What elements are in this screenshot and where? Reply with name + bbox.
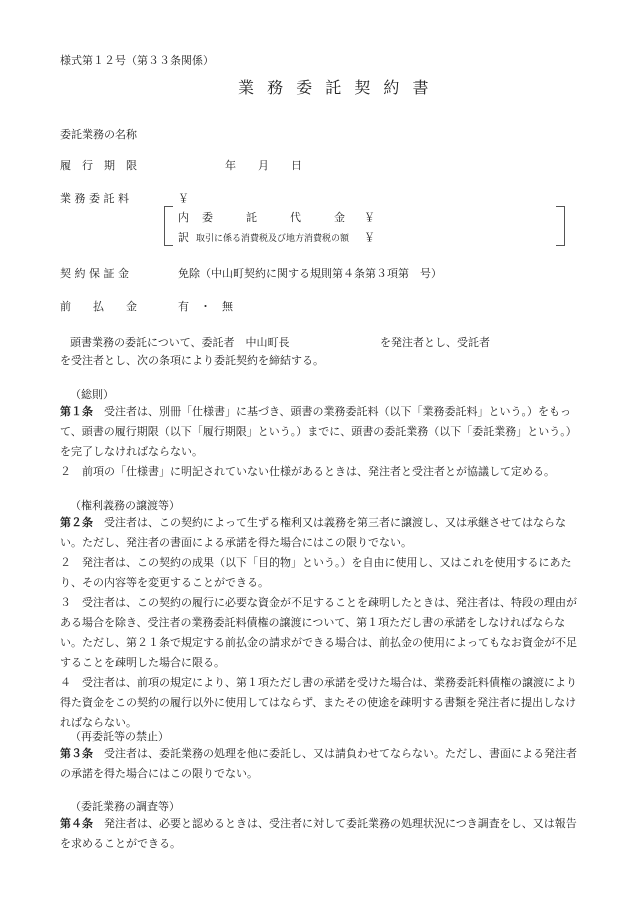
contract-name-label: 委託業務の名称	[60, 128, 137, 141]
article-1-para-2: ２ 前項の「仕様書」に明記されていない仕様があるときは、発注者と受注者とが協議して定める。	[60, 465, 555, 478]
bracket-right	[556, 206, 565, 246]
article-2-para-3: ３ 受注者は、この契約の履行に必要な資金が不足することを疎明したときは、発注者は、特段の理由がある場合を除き、受注者の業務委託料債権の譲渡について、第１項ただし書の承諾をしなければならない。ただし、第２１条で規定する前払金の請求ができる場合は、前払金の使用によってもなお資金が不足することを疎明した場合に限る。	[60, 596, 577, 669]
article-text: 発注者は、必要と認めるときは、受注者に対して委託業務の処理状況につき調査をし、又は報告を求めることができる。	[60, 817, 577, 850]
article-2-para-2: ２ 発注者は、この契約の成果（以下「目的物」という。）を自由に使用し、又はこれを使用するにあたり、その内容等を変更することができる。	[60, 556, 572, 589]
article-number: 第１条	[60, 405, 93, 418]
fee-label: 業 務 委 託 料	[60, 192, 129, 205]
period-year: 年	[225, 159, 236, 172]
bracket-left	[164, 206, 173, 246]
article-text: 受注者は、この契約によって生ずる権利又は義務を第三者に譲渡し、又は承継させてはならない。ただし、発注者の書面による承諾を得た場合にはこの限りでない。	[60, 516, 566, 549]
fee-yen: ￥	[178, 192, 189, 205]
article-heading: （総則）	[70, 388, 114, 401]
breakdown-tax-label: 取引に係る消費税及び地方消費税の額	[196, 234, 350, 244]
breakdown-uchi: 内	[178, 211, 189, 224]
intro-line1b: を発注者とし、受託者	[380, 336, 490, 349]
advance-label: 前 払 金	[60, 300, 137, 313]
deposit-label: 契 約 保 証 金	[60, 267, 129, 280]
breakdown-wake: 訳	[178, 231, 189, 244]
intro-line1a: 頭書業務の委託について、委託者 中山町長	[70, 336, 290, 349]
breakdown-amount-yen: ￥	[364, 211, 375, 224]
form-number: 様式第１２号（第３３条関係）	[60, 54, 214, 67]
article-heading: （再委託等の禁止）	[70, 730, 169, 743]
article-4	[60, 814, 580, 854]
article-heading: （委託業務の調査等）	[70, 800, 180, 813]
period-month: 月	[258, 159, 269, 172]
article-1	[60, 402, 580, 462]
article-2-para-4: ４ 受注者は、前項の規定により、第１項ただし書の承諾を受けた場合は、業務委託料債権の譲渡により得た資金をこの契約の履行以外に使用してはならず、またその使途を疎明する書類を発注者に提出しなければならない。	[60, 676, 577, 729]
period-label: 履 行 期 限	[60, 159, 137, 172]
article-3	[60, 744, 580, 784]
period-day: 日	[291, 159, 302, 172]
article-number: 第２条	[60, 516, 93, 529]
article-heading: （権利義務の譲渡等）	[70, 499, 180, 512]
intro-line2: を受注者とし、次の条項により委託契約を締結する。	[60, 354, 324, 367]
article-number: 第４条	[60, 817, 93, 830]
article-number: 第３条	[60, 747, 93, 760]
deposit-value: 免除（中山町契約に関する規則第４条第３項第 号）	[178, 267, 442, 280]
advance-value: 有 ・ 無	[178, 300, 233, 313]
breakdown-tax-yen: ￥	[364, 231, 375, 244]
breakdown-amount-label: 委 託 代 金	[202, 211, 345, 224]
page-title: 業 務 委 託 契 約 書	[238, 78, 433, 97]
article-2	[60, 513, 580, 553]
article-text: 受注者は、別冊「仕様書」に基づき、頭書の業務委託料（以下「業務委託料」という。）をもって、頭書の履行期限（以下「履行期限」という。）までに、頭書の委託業務（以下「委託業務」という。）を完了しなければならない。	[60, 405, 577, 458]
article-text: 受注者は、委託業務の処理を他に委託し、又は請負わせてならない。ただし、書面による発注者の承諾を得た場合にはこの限りでない。	[60, 747, 577, 780]
